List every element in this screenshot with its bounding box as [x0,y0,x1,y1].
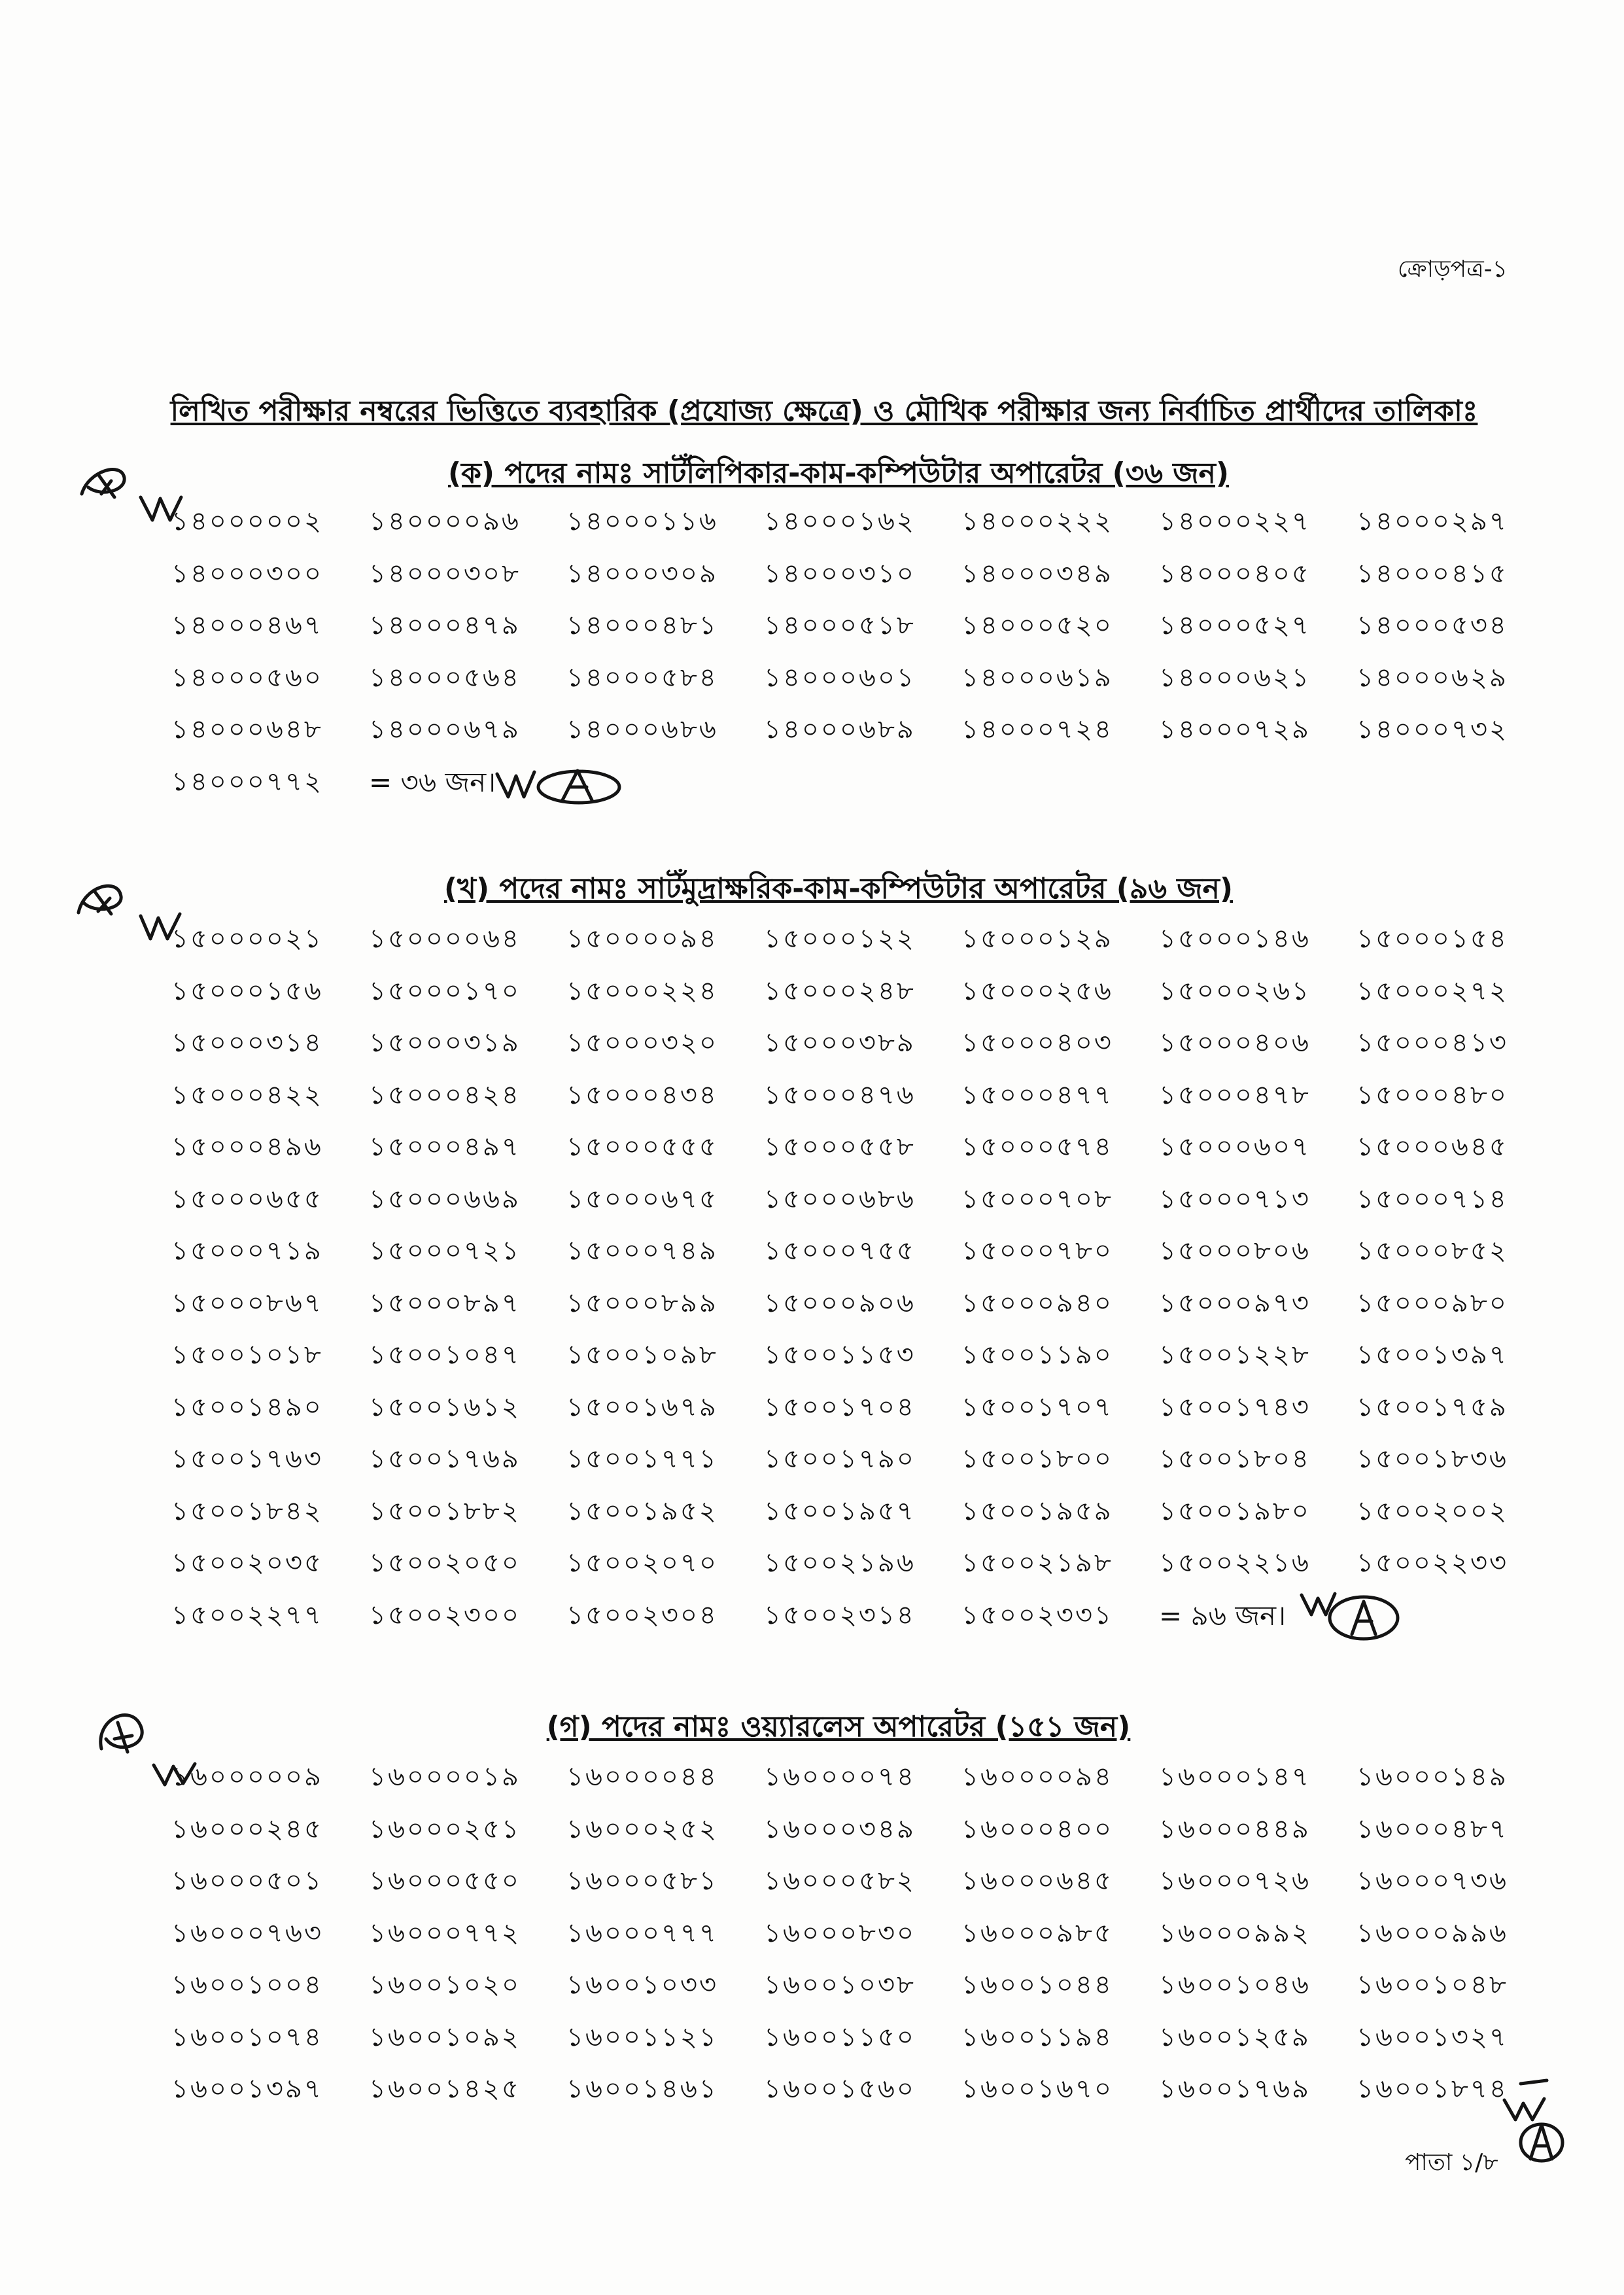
roll-number: ১৬০০১০০৪ [171,1970,323,2000]
roll-number: ১৫০০১৮৪২ [171,1496,323,1526]
roll-number: ১৫০০০৯০৬ [764,1288,916,1318]
roll-number: ১৬০০১৩৯৭ [171,2074,323,2104]
roll-number: ১৫০০০৪৮০ [1356,1079,1508,1110]
roll-number: ১৪০০০৭৭২ [171,766,323,797]
roll-number: ১৫০০১৭৪৩ [1159,1392,1311,1422]
roll-number: ১৬০০০৮৩০ [764,1918,916,1948]
roll-number: ১৪০০০৬৭৯ [369,714,521,745]
roll-number: ১৪০০০৬২১ [1159,662,1311,693]
roll-number: ১৪০০০৪৭৯ [369,610,521,640]
roll-number: ১৫০০১১৫৩ [764,1340,916,1370]
roll-number: ১৪০০০৫২৭ [1159,610,1311,640]
roll-number: ১৫০০০১৫৬ [171,975,323,1006]
roll-number: ১৪০০০২৯৭ [1356,506,1508,536]
roll-number: ১৫০০০১৪৬ [1159,924,1311,954]
roll-number: ১৫০০০৭০৮ [961,1183,1113,1214]
roll-number: ১৫০০০৯৪০ [961,1288,1113,1318]
roll-number: ১৬০০১৮৭৪ [1356,2074,1508,2104]
roll-number: ১৫০০০৪০৬ [1159,1028,1311,1058]
roll-number: ১৫০০১৮০০ [961,1444,1113,1474]
roll-number: ১৪০০০৬২৯ [1356,662,1508,693]
roll-number: ১৬০০১০৩৮ [764,1970,916,2000]
roll-number: ১৫০০০৪০৩ [961,1028,1113,1058]
roll-number: ১৪০০০৭৩২ [1356,714,1508,745]
initials-mark [72,873,186,945]
roll-number: ১৫০০০০৬৪ [369,924,521,954]
roll-number: ১৫০০২৩৩১ [961,1600,1113,1630]
roll-number: ১৪০০০৫৬০ [171,662,323,693]
roll-number: ১৫০০০৭৮০ [961,1236,1113,1266]
roll-number: ১৫০০০৬৫৫ [171,1183,323,1214]
roll-number: ১৫০০২৩০৪ [566,1600,718,1630]
roll-number-grid [171,918,1554,1646]
roll-number: ১৬০০১০২০ [369,1970,521,2000]
roll-number: ১৫০০১০৯৮ [566,1340,718,1370]
roll-number: ১৫০০০৮৫২ [1356,1236,1508,1266]
roll-number: ১৫০০০৩৮৯ [764,1028,916,1058]
roll-number: ১৪০০০৬০১ [764,662,916,693]
roll-number: ১৫০০১৮৮২ [369,1496,521,1526]
roll-number: ১৫০০২৩০০ [369,1600,521,1630]
roll-number: ১৪০০০৭২৯ [1159,714,1311,745]
roll-number: ১৬০০১০৭৪ [171,2022,323,2052]
roll-number: ১৫০০০৮৬৭ [171,1288,323,1318]
roll-number: ১৬০০০৫৫০ [369,1866,521,1896]
roll-number: ১৬০০০৯৯৬ [1356,1918,1508,1948]
roll-number: ১৫০০০৪৭৮ [1159,1079,1311,1110]
roll-number: ১৫০০১৪৯০ [171,1392,323,1422]
roll-number: ১৬০০১০৪৪ [961,1970,1113,2000]
roll-number: ১৫০০২০৭০ [566,1548,718,1578]
roll-number: ১৫০০০৭২১ [369,1236,521,1266]
roll-number: ১৫০০১৯৫৯ [961,1496,1113,1526]
section-total: = ৩৬ জন। [369,765,496,798]
roll-number: ১৫০০০৬৪৫ [1356,1132,1508,1162]
roll-number: ১৫০০০৬৬৯ [369,1183,521,1214]
roll-number: ১৪০০০৬১৯ [961,662,1113,693]
roll-number-grid [171,500,1554,813]
section-steno-typist [171,867,1532,1652]
roll-number: ১৪০০০০০২ [171,506,323,536]
roll-number: ১৪০০০৫২০ [961,610,1113,640]
roll-number: ১৫০০০৪২৪ [369,1079,521,1110]
roll-number: ১৬০০০৫০১ [171,1866,323,1896]
roll-number: ১৫০০০৪২২ [171,1079,323,1110]
roll-number: ১৬০০১৩২৭ [1356,2022,1508,2052]
roll-number: ১৬০০০১৪৯ [1356,1762,1508,1792]
roll-number: ১৬০০১৫৬০ [764,2074,916,2104]
roll-number: ১৬০০১৪২৫ [369,2074,521,2104]
section-wireless-operator [171,1705,1532,2124]
roll-number: ১৬০০০০০৯ [171,1762,323,1792]
roll-number: ১৬০০০৪৪৯ [1159,1813,1311,1844]
roll-number: ১৫০০০৮৯৭ [369,1288,521,1318]
roll-number: ১৬০০১১৯৪ [961,2022,1113,2052]
roll-number: ১৫০০০২৫৬ [961,975,1113,1006]
section-title: (গ) পদের নামঃ ওয়্যারলেস অপারেটর (১৫১ জন) [546,1710,1131,1743]
roll-number: ১৪০০০৬৮৬ [566,714,718,745]
roll-number: ১৪০০০০৯৬ [369,506,521,536]
roll-number: ১৫০০২২৩৩ [1356,1548,1508,1578]
roll-number: ১৫০০২২১৬ [1159,1548,1311,1578]
roll-number: ১৬০০০৭৬৩ [171,1918,324,1948]
roll-number: ১৫০০১০১৮ [171,1340,323,1370]
roll-number: ১৫০০০৪৭৬ [764,1079,916,1110]
roll-number: ১৬০০০২৪৫ [171,1813,323,1844]
roll-number: ১৫০০০৫৫৫ [566,1132,718,1162]
roll-number: ১৫০০১৬৭৯ [566,1392,718,1422]
roll-number: ১৬০০১০৩৩ [566,1970,718,2000]
roll-number: ১৫০০১৮০৪ [1159,1444,1311,1474]
roll-number: ১৪০০০২২২ [961,506,1113,536]
roll-number: ১৬০০০০১৯ [369,1762,521,1792]
roll-number: ১৫০০০৪৭৭ [961,1079,1113,1110]
roll-number: ১৪০০০৪১৫ [1356,558,1508,589]
roll-number: ১৬০০০৭৭৭ [566,1918,719,1948]
roll-number: ১৫০০২১৯৬ [764,1548,916,1578]
roll-number: ১৬০০০০৭৪ [764,1762,916,1792]
roll-number: ১৫০০১৯৫৭ [764,1496,916,1526]
roll-number: ১৫০০১৭৯০ [764,1444,916,1474]
roll-number: ১৪০০০৩০৯ [566,558,718,589]
roll-number: ১৫০০০৮৯৯ [566,1288,718,1318]
roll-number: ১৫০০০২২৪ [566,975,718,1006]
roll-number: ১৬০০০৭২৬ [1159,1866,1311,1896]
page-number: পাতা ১/৮ [1405,2149,1498,2176]
roll-number: ১৫০০১৬১২ [369,1392,521,1422]
roll-number: ১৫০০০৬৮৬ [764,1183,916,1214]
roll-number: ১৫০০০৭৫৫ [764,1236,916,1266]
roll-number: ১৫০০০৮০৬ [1159,1236,1311,1266]
roll-number: ১৫০০০৩১৪ [171,1028,323,1058]
roll-number: ১৫০০০৪১৩ [1356,1028,1508,1058]
list-heading: লিখিত পরীক্ষার নম্বরের ভিত্তিতে ব্যবহারিক (প্রযোজ্য ক্ষেত্রে) ও মৌখিক পরীক্ষার জন্য নির্বাচিত প্রার্থীদের তালিকাঃ [170,394,1478,428]
roll-number: ১৫০০০৫৭৪ [961,1132,1113,1162]
roll-number: ১৫০০০৩২০ [566,1028,718,1058]
initials-mark [75,458,186,530]
roll-number: ১৫০০২০৫০ [369,1548,521,1578]
roll-number: ১৫০০০৩১৯ [369,1028,521,1058]
roll-number: ১৫০০০৬৭৫ [566,1183,718,1214]
roll-number: ১৫০০০২৭২ [1356,975,1508,1006]
roll-number: ১৫০০১১৯০ [961,1340,1113,1370]
roll-number: ১৪০০০৪০৫ [1159,558,1311,589]
roll-number: ১৫০০২০৩৫ [171,1548,323,1578]
roll-number: ১৫০০০০৯৪ [566,924,718,954]
roll-number: ১৪০০০৩০৮ [369,558,521,589]
roll-number: ১৬০০০৯৮৫ [961,1918,1113,1948]
roll-number: ১৬০০০৫৮২ [764,1866,916,1896]
roll-number: ১৪০০০৪৮১ [566,610,718,640]
roll-number: ১৬০০১৭৬৯ [1159,2074,1311,2104]
roll-number: ১৪০০০৫৮৪ [566,662,718,693]
roll-number: ১৬০০১৪৬১ [566,2074,718,2104]
roll-number: ১৫০০০৪৩৪ [566,1079,718,1110]
roll-number: ১৪০০০৫৩৪ [1356,610,1508,640]
roll-number: ১৬০০০৫৮১ [566,1866,718,1896]
roll-number: ১৫০০১৩৯৭ [1356,1340,1508,1370]
roll-number: ১৬০০০৩৪৯ [764,1813,916,1844]
roll-number: ১৫০০১৯৫২ [566,1496,718,1526]
roll-number: ১৫০০০০২১ [171,924,323,954]
roll-number: ১৬০০০২৫২ [566,1813,718,1844]
roll-number: ১৬০০০০৪৪ [566,1762,718,1792]
roll-number: ১৬০০০৪০০ [961,1813,1113,1844]
roll-number: ১৪০০০৭২৪ [961,714,1113,745]
roll-number: ১৫০০১৮৩৬ [1356,1444,1508,1474]
roll-number: ১৬০০০৭৭২ [369,1918,521,1948]
roll-number: ১৫০০১৭৭১ [566,1444,718,1474]
roll-number: ১৫০০০৬০৭ [1159,1132,1311,1162]
roll-number: ১৫০০২০০২ [1356,1496,1508,1526]
roll-number: ১৫০০০৪৯৭ [369,1132,521,1162]
roll-number: ১৬০০১০৪৮ [1356,1970,1508,2000]
roll-number: ১৫০০০১৫৪ [1356,924,1508,954]
section-total: = ৯৬ জন। [1159,1599,1287,1632]
roll-number: ১৪০০০৩০০ [171,558,323,589]
roll-number: ১৫০০১৭৬৩ [171,1444,323,1474]
roll-number: ১৫০০১২২৮ [1159,1340,1311,1370]
roll-number: ১৫০০০১২২ [764,924,916,954]
roll-number: ১৬০০০৬৪৫ [961,1866,1113,1896]
roll-number: ১৬০০১১৫০ [764,2022,916,2052]
roll-number: ১৫০০০১৭০ [369,975,521,1006]
roll-number: ১৫০০২১৯৮ [961,1548,1113,1578]
roll-number: ১৫০০০৭১৯ [171,1236,323,1266]
section-stenographer [171,451,1532,818]
roll-number: ১৪০০০৬৪৮ [171,714,323,745]
roll-number: ১৫০০০৯৭৩ [1159,1288,1311,1318]
roll-number: ১৬০০০২৫১ [369,1813,521,1844]
roll-number: ১৬০০০৪৮৭ [1356,1813,1508,1844]
roll-number: ১৫০০১৭৫৯ [1356,1392,1508,1422]
roll-number: ১৫০০০৯৮০ [1356,1288,1508,1318]
roll-number: ১৫০০১০৪৭ [369,1340,521,1370]
section-title: (ক) পদের নামঃ সাটঁলিপিকার-কাম-কম্পিউটার অপারেটর (৩৬ জন) [448,457,1229,490]
roll-number: ১৫০০১৯৮০ [1159,1496,1311,1526]
roll-number: ১৫০০১৭০৭ [961,1392,1113,1422]
roll-number: ১৬০০১২৫৯ [1159,2022,1311,2052]
roll-number: ১৪০০০৩৪৯ [961,558,1113,589]
roll-number: ১৫০০০১২৯ [961,924,1113,954]
roll-number: ১৬০০১৬৭০ [961,2074,1113,2104]
roll-number-grid [171,1756,1554,2120]
roll-number: ১৪০০০১১৬ [566,506,718,536]
roll-number: ১৫০০২৩১৪ [764,1600,916,1630]
annex-label: ক্রোড়পত্র-১ [1397,256,1508,283]
roll-number: ১৫০০০৭৪৯ [566,1236,718,1266]
roll-number: ১৬০০১১২১ [566,2022,718,2052]
roll-number: ১৬০০০৭৩৬ [1356,1866,1509,1896]
roll-number: ১৫০০০৭১৪ [1356,1183,1508,1214]
roll-number: ১৬০০০১৪৭ [1159,1762,1311,1792]
roll-number: ১৫০০০৭১৩ [1159,1183,1311,1214]
roll-number: ১৫০০০৫৫৮ [764,1132,916,1162]
initials-mark [494,758,628,810]
initials-mark [92,1700,199,1791]
roll-number: ১৪০০০৫১৮ [764,610,916,640]
roll-number: ১৪০০০৬৮৯ [764,714,916,745]
roll-number: ১৬০০১০৯২ [369,2022,521,2052]
roll-number: ১৫০০০২৬১ [1159,975,1311,1006]
roll-number: ১৫০০২২৭৭ [171,1600,323,1630]
roll-number: ১৫০০০৪৯৬ [171,1132,323,1162]
roll-number: ১৪০০০৪৬৭ [171,610,323,640]
roll-number: ১৬০০০০৯৪ [961,1762,1113,1792]
initials-mark [1298,1582,1403,1647]
roll-number: ১৬০০০৯৯২ [1159,1918,1311,1948]
section-title: (খ) পদের নামঃ সাটঁমুদ্রাক্ষরিক-কাম-কম্পিউটার অপারেটর (৯৬ জন) [443,872,1234,905]
roll-number: ১৪০০০৩১০ [764,558,916,589]
roll-number: ১৪০০০৫৬৪ [369,662,521,693]
roll-number: ১৫০০০২৪৮ [764,975,916,1006]
roll-number: ১৫০০১৭৬৯ [369,1444,521,1474]
roll-number: ১৪০০০২২৭ [1159,506,1311,536]
initials-mark [1514,2113,1566,2169]
roll-number: ১৫০০১৭০৪ [764,1392,916,1422]
roll-number: ১৬০০১০৪৬ [1159,1970,1311,2000]
roll-number: ১৪০০০১৬২ [764,506,916,536]
